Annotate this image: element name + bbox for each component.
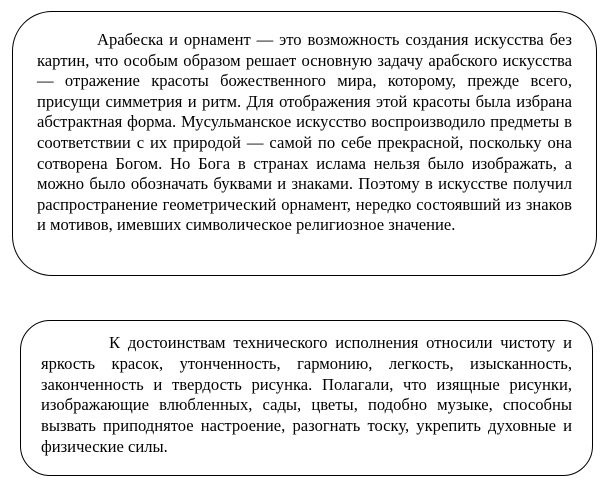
text-box-technique [20,320,593,476]
text-box-arabesque [12,11,597,276]
arabesque-paragraph: Арабеска и орнамент — это возможность создания искусства без картин, что особым образом решает основную задачу арабского искусства — отражение красоты божественного мира, которому, прежде всего, присущи симметрия и ритм. Для отображения этой красоты была избрана абстрактная форма. Мусульманское искусство воспроизводило предметы в соответствии с их природой — самой по себе прекрасной, поскольку она сотворена Богом. Но Бога в странах ислама нельзя было изображать, а можно было обозначать буквами и знаками. Поэтому в искусстве получил распространение геометрический орнамент, нередко состоявший из знаков и мотивов, имевших символическое религиозное значение. [37,30,572,235]
technique-paragraph: К достоинствам технического исполнения относили чистоту и яркость красок, утонченность, гармонию, легкость, изысканность, законченность и твердость рисунка. Полагали, что изящные рисунки, изображающие влюбленных, сады, цветы, подобно музыке, способны вызвать приподнятое настроение, разогнать тоску, укрепить духовные и физические силы. [41,333,572,456]
